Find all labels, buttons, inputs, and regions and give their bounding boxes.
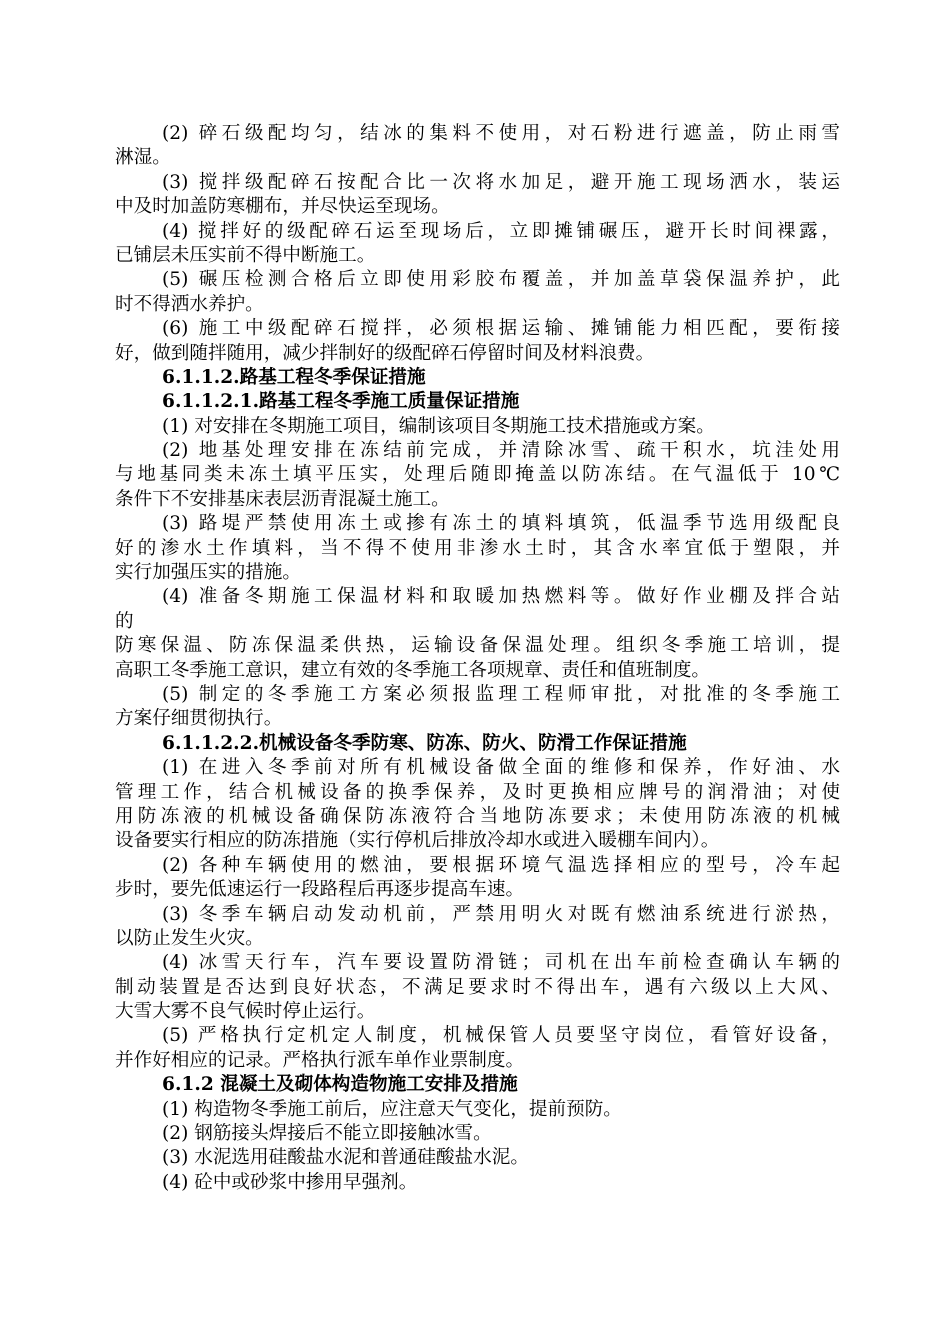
text-line: (4) 冰雪天行车，汽车要设置防滑链；司机在出车前检查确认车辆的 [162,952,840,974]
subsection-heading: 6.1.1.2.2.机械设备冬季防寒、防冻、防火、防滑工作保证措施 [162,732,687,754]
text-line: 好的渗水土作填料，当不得不使用非渗水土时，其含水率宜低于塑限，并 [115,537,840,559]
text-line: (6) 施工中级配碎石搅拌，必须根据运输、摊铺能力相匹配，要衔接 [162,318,840,340]
text-line: (2) 各种车辆使用的燃油，要根据环境气温选择相应的型号，冷车起 [162,854,840,876]
text-line: (3) 搅拌级配碎石按配合比一次将水加足，避开施工现场洒水，装运 [162,171,840,193]
text-line: 设备要实行相应的防冻措施（实行停机后排放冷却水或进入暖棚车间内）。 [115,830,720,852]
text-line: (4) 准备冬期施工保温材料和取暖加热燃料等。做好作业棚及拌合站 [162,586,840,608]
subsection-heading: 6.1.1.2.1.路基工程冬季施工质量保证措施 [162,391,520,413]
text-line: 条件下不安排基床表层沥青混凝土施工。 [115,488,450,510]
text-line: 实行加强压实的措施。 [115,562,301,584]
section-heading: 6.1.1.2.路基工程冬季保证措施 [162,366,426,388]
text-line: (3) 路堤严禁使用冻土或掺有冻土的填料填筑，低温季节选用级配良 [162,513,840,535]
text-line: 大雪大雾不良气候时停止运行。 [115,1001,376,1023]
text-line: 并作好相应的记录。严格执行派车单作业票制度。 [115,1049,525,1071]
text-line: 制动装置是否达到良好状态，不满足要求时不得出车，遇有六级以上大风、 [115,976,840,998]
document-page [115,122,840,1195]
section-heading: 6.1.2 混凝土及砌体构造物施工安排及措施 [162,1074,518,1096]
text-line: 防寒保温、防冻保温柔供热，运输设备保温处理。组织冬季施工培训，提 [115,635,840,657]
text-line: 淋湿。 [115,147,171,169]
text-line: (5) 严格执行定机定人制度，机械保管人员要坚守岗位，看管好设备， [162,1025,840,1047]
text-line: 与地基同类未冻土填平压实，处理后随即掩盖以防冻结。在气温低于 10℃ [115,464,840,486]
text-line: (1) 在进入冬季前对所有机械设备做全面的维修和保养，作好油、水 [162,757,840,779]
text-line: (2) 地基处理安排在冻结前完成，并清除冰雪、疏干积水，坑洼处用 [162,440,840,462]
text-line: 管理工作，结合机械设备的换季保养，及时更换相应牌号的润滑油；对使 [115,781,840,803]
text-line: (4) 砼中或砂浆中掺用早强剂。 [162,1171,418,1193]
text-line: 以防止发生火灾。 [115,927,264,949]
text-line: (1) 对安排在冬期施工项目，编制该项目冬期施工技术措施或方案。 [162,415,715,437]
text-line: 好，做到随拌随用，减少拌制好的级配碎石停留时间及材料浪费。 [115,342,655,364]
text-line: (2) 钢筋接头焊接后不能立即接触冰雪。 [162,1123,492,1145]
text-line: 时不得洒水养护。 [115,293,264,315]
text-line: (3) 冬季车辆启动发动机前，严禁用明火对既有燃油系统进行淤热， [162,903,840,925]
text-line: 步时，要先低速运行一段路程后再逐步提高车速。 [115,879,525,901]
text-line: 高职工冬季施工意识，建立有效的冬季施工各项规章、责任和值班制度。 [115,659,711,681]
text-line: 的 [115,610,134,632]
text-line: (1) 构造物冬季施工前后，应注意天气变化，提前预防。 [162,1098,622,1120]
text-line: (4) 搅拌好的级配碎石运至现场后，立即摊铺碾压，避开长时间裸露， [162,220,840,242]
text-line: 方案仔细贯彻执行。 [115,708,283,730]
text-line: (3) 水泥选用硅酸盐水泥和普通硅酸盐水泥。 [162,1147,529,1169]
text-line: 用防冻液的机械设备确保防冻液符合当地防冻要求；未使用防冻液的机械 [115,805,840,827]
text-line: 中及时加盖防寒棚布，并尽快运至现场。 [115,196,450,218]
text-line: (5) 制定的冬季施工方案必须报监理工程师审批，对批准的冬季施工 [162,683,840,705]
text-line: 已铺层未压实前不得中断施工。 [115,244,376,266]
text-line: (2) 碎石级配均匀，结冰的集料不使用，对石粉进行遮盖，防止雨雪 [162,123,840,144]
text-line: (5) 碾压检测合格后立即使用彩胶布覆盖，并加盖草袋保温养护，此 [162,269,840,291]
